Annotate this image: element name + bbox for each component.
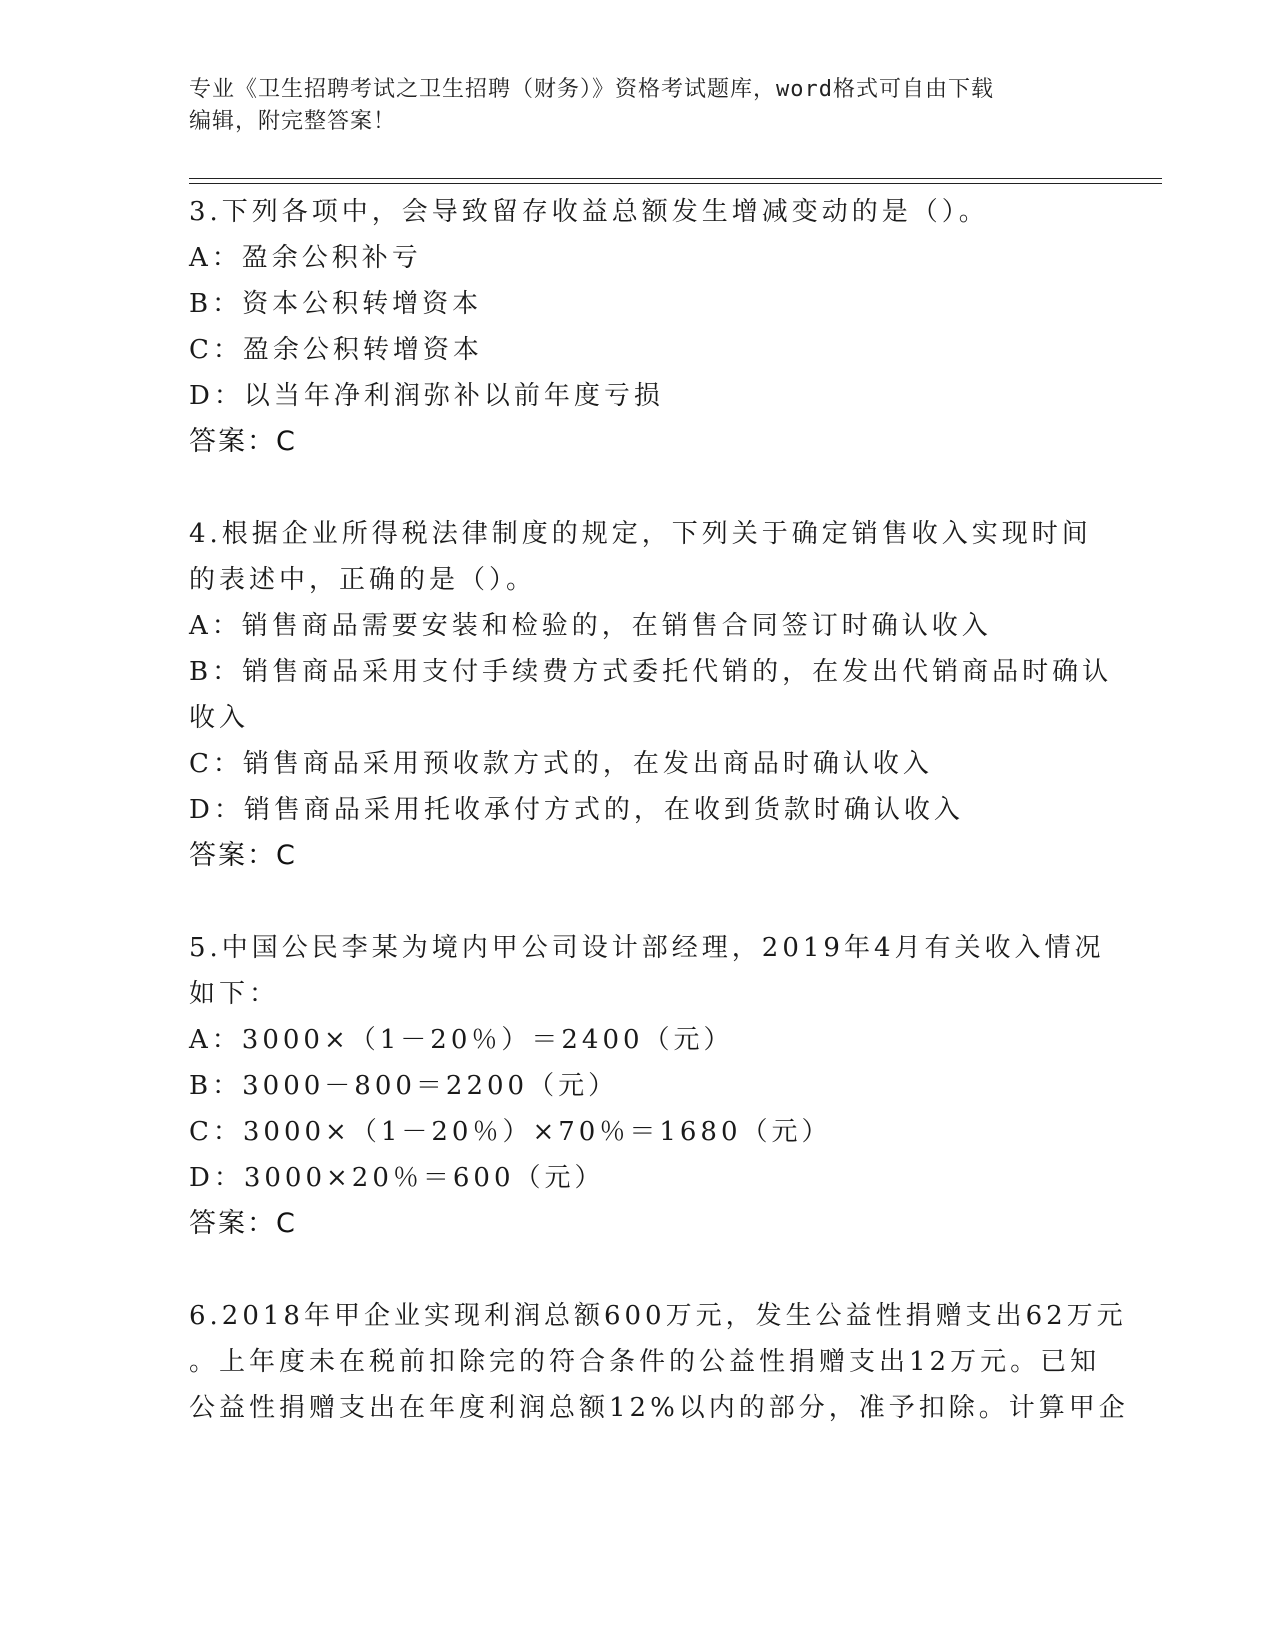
document-header (189, 74, 1089, 138)
option-a: A：3000×（1－20％）＝2400（元） (189, 1025, 734, 1055)
option-a: A：盈余公积补亏 (189, 243, 422, 273)
question-stem: 的表述中，正确的是（）。 (189, 565, 537, 595)
question-5 (189, 925, 1105, 1247)
question-stem: 。上年度未在税前扣除完的符合条件的公益性捐赠支出12万元。已知 (189, 1347, 1101, 1377)
question-spacer (189, 879, 1089, 925)
option-a: A：销售商品需要安装和检验的，在销售合同签订时确认收入 (189, 611, 992, 641)
option-c: C：销售商品采用预收款方式的，在发出商品时确认收入 (189, 749, 933, 779)
option-c: C：3000×（1－20％）×70％＝1680（元） (189, 1117, 832, 1147)
option-c: C：盈余公积转增资本 (189, 335, 483, 365)
question-stem: 如下： (189, 979, 280, 1009)
question-spacer (189, 465, 1089, 511)
header-divider-top (189, 178, 1162, 179)
question-stem: 3.下列各项中，会导致留存收益总额发生增减变动的是（）。 (189, 197, 989, 227)
question-stem: 公益性捐赠支出在年度利润总额12%以内的部分，准予扣除。计算甲企 (189, 1393, 1129, 1423)
question-stem: 6.2018年甲企业实现利润总额600万元，发生公益性捐赠支出62万元 (189, 1301, 1127, 1331)
option-d: D：以当年净利润弥补以前年度亏损 (189, 381, 664, 411)
question-stem: 4.根据企业所得税法律制度的规定，下列关于确定销售收入实现时间 (189, 519, 1092, 549)
option-b: B：销售商品采用支付手续费方式委托代销的，在发出代销商品时确认 (189, 657, 1113, 687)
question-stem: 5.中国公民李某为境内甲公司设计部经理，2019年4月有关收入情况 (189, 933, 1105, 963)
option-b-continued: 收入 (189, 703, 250, 733)
question-6 (189, 1293, 1129, 1431)
header-line-1: 专业《卫生招聘考试之卫生招聘（财务）》资格考试题库，word格式可自由下载 (189, 77, 994, 102)
option-b: B：资本公积转增资本 (189, 289, 483, 319)
option-d: D：3000×20％＝600（元） (189, 1163, 605, 1193)
option-d: D：销售商品采用托收承付方式的，在收到货款时确认收入 (189, 795, 964, 825)
question-spacer (189, 1247, 1089, 1293)
answer-text: 答案：C (189, 1208, 297, 1239)
header-line-2: 编辑，附完整答案！ (189, 109, 397, 134)
option-b: B：3000－800＝2200（元） (189, 1071, 619, 1101)
answer-text: 答案：C (189, 840, 297, 871)
question-list (189, 189, 1129, 1431)
question-4 (189, 511, 1113, 879)
question-3 (189, 189, 1089, 465)
header-divider-bottom (189, 183, 1162, 184)
answer-text: 答案：C (189, 426, 297, 457)
